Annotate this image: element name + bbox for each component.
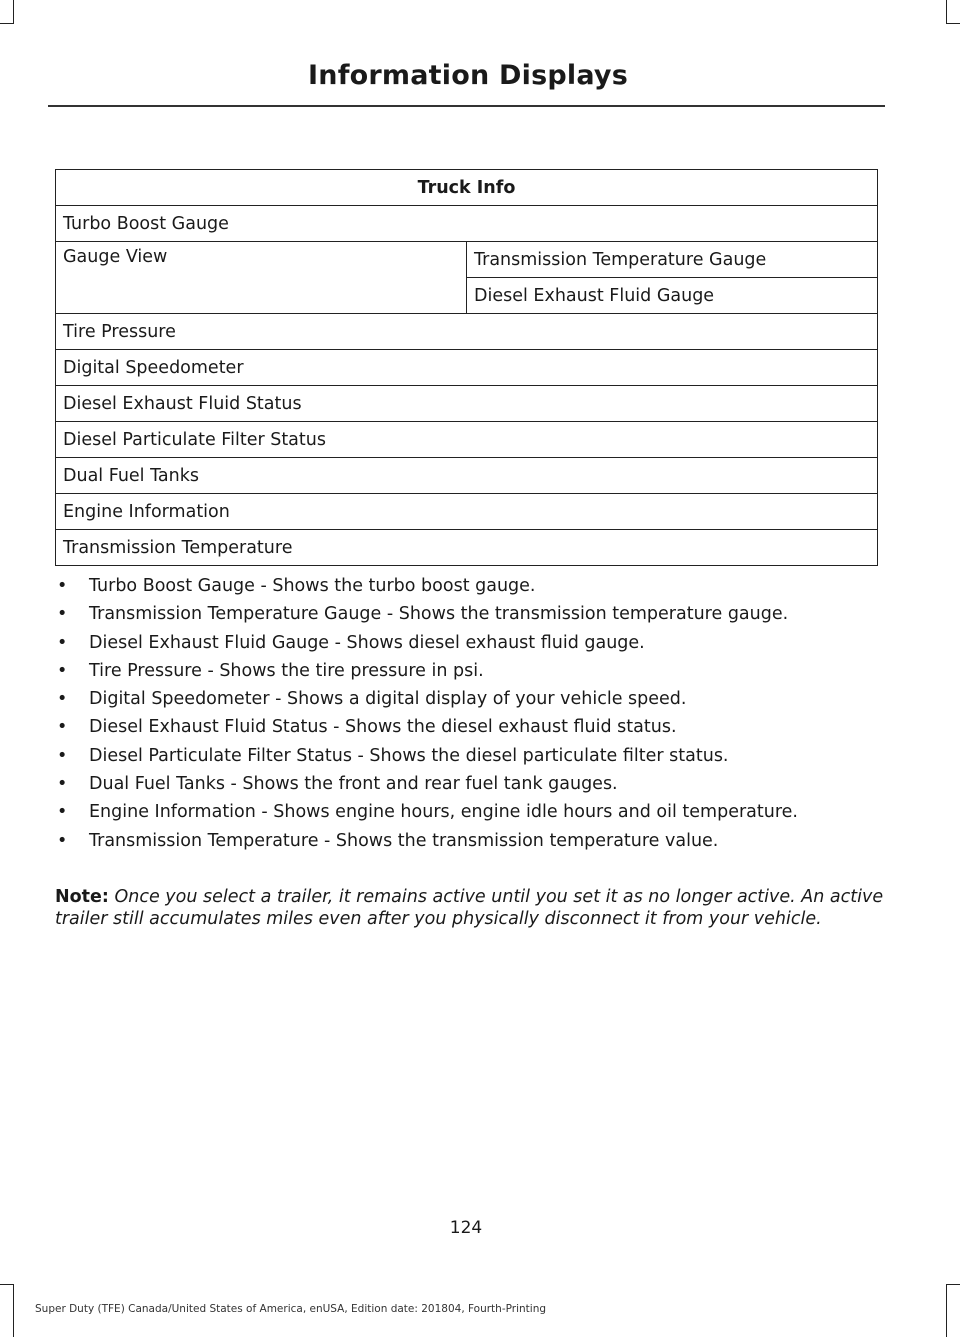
bullet-icon: •	[57, 802, 68, 823]
list-item-text: Turbo Boost Gauge - Shows the turbo boost gauge.	[89, 576, 536, 596]
page-title: Information Displays	[308, 60, 628, 91]
list-item-text: Transmission Temperature Gauge - Shows the transmission temperature gauge.	[89, 604, 789, 625]
crop-mark-top-right	[946, 23, 960, 24]
page-number: 124	[449, 1218, 483, 1238]
table-row: Turbo Boost Gauge	[56, 206, 878, 242]
crop-mark-bottom-right	[946, 1284, 947, 1337]
bullet-icon: •	[57, 632, 68, 653]
table-subrow: Transmission Temperature Gauge	[467, 242, 878, 278]
list-item	[55, 742, 885, 770]
list-item	[55, 798, 885, 826]
table-row: Engine Information	[56, 494, 878, 530]
note-text: Once you select a trailer, it remains active until you set it as no longer active. An active trailer still accumulates miles even after you physically disconnect it from your vehicle.	[55, 887, 884, 929]
bullet-icon: •	[57, 830, 68, 851]
bullet-icon: •	[57, 745, 68, 766]
crop-mark-top-left	[13, 0, 14, 24]
bullet-icon: •	[57, 774, 68, 795]
list-item	[55, 685, 885, 713]
list-item-text: Digital Speedometer - Shows a digital display of your vehicle speed.	[89, 689, 687, 710]
bullet-icon: •	[57, 576, 68, 596]
list-item	[55, 572, 885, 600]
list-item-text: Diesel Exhaust Fluid Status - Shows the diesel exhaust fluid status.	[89, 717, 677, 738]
table-title: Truck Info	[56, 170, 878, 206]
table-row: Transmission Temperature	[56, 530, 878, 566]
truck-info-table	[55, 169, 878, 566]
note-paragraph	[55, 886, 885, 930]
crop-mark-bottom-left	[0, 1284, 14, 1285]
crop-mark-top-left	[0, 23, 14, 24]
list-item	[55, 629, 885, 657]
bullet-icon: •	[57, 717, 68, 738]
crop-mark-bottom-right	[946, 1284, 960, 1285]
list-item-text: Diesel Particulate Filter Status - Shows the diesel particulate filter status.	[89, 745, 729, 766]
list-item	[55, 827, 885, 855]
crop-mark-bottom-left	[13, 1284, 14, 1337]
bullet-icon: •	[57, 689, 68, 710]
table-subrow: Diesel Exhaust Fluid Gauge	[467, 278, 878, 314]
crop-mark-top-right	[946, 0, 947, 24]
header-divider	[48, 105, 885, 107]
list-item	[55, 713, 885, 741]
list-item-text: Engine Information - Shows engine hours, engine idle hours and oil temperature.	[89, 802, 798, 823]
list-item	[55, 657, 885, 685]
table-row: Diesel Exhaust Fluid Status	[56, 386, 878, 422]
list-item-text: Tire Pressure - Shows the tire pressure in psi.	[89, 660, 484, 681]
list-item-text: Transmission Temperature - Shows the transmission temperature value.	[89, 830, 719, 851]
gauge-view-cell: Gauge View	[56, 242, 467, 314]
edition-footer: Super Duty (TFE) Canada/United States of America, enUSA, Edition date: 201804, Fourth-Printing	[35, 1303, 547, 1315]
table-row: Digital Speedometer	[56, 350, 878, 386]
note-label: Note:	[55, 887, 109, 907]
table-row: Tire Pressure	[56, 314, 878, 350]
bullet-icon: •	[57, 604, 68, 625]
list-item-text: Diesel Exhaust Fluid Gauge - Shows diesel exhaust fluid gauge.	[89, 632, 645, 653]
list-item-text: Dual Fuel Tanks - Shows the front and rear fuel tank gauges.	[89, 774, 618, 795]
list-item	[55, 600, 885, 628]
bullet-icon: •	[57, 660, 68, 681]
list-item	[55, 770, 885, 798]
feature-descriptions	[55, 572, 885, 855]
table-row: Dual Fuel Tanks	[56, 458, 878, 494]
table-row: Diesel Particulate Filter Status	[56, 422, 878, 458]
